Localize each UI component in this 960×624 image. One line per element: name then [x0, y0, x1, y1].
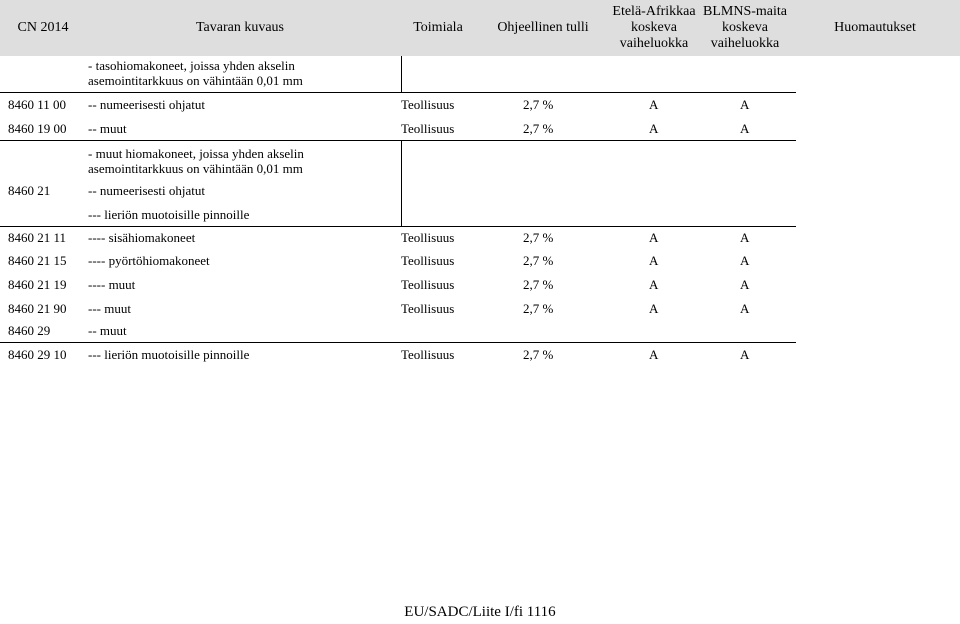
row-blmns: A — [740, 253, 750, 268]
row-code: 8460 11 00 — [8, 97, 67, 112]
header-remarks: Huomautukset — [834, 20, 916, 35]
row-code: 8460 19 00 — [8, 121, 67, 136]
header-sector: Toimiala — [413, 20, 463, 35]
header-blmns: BLMNS-maita koskeva vaiheluokka — [703, 4, 787, 51]
cell-border — [401, 140, 402, 226]
table-header — [0, 0, 960, 56]
row-sa: A — [649, 230, 659, 245]
row-code: 8460 21 11 — [8, 230, 67, 245]
row-sa: A — [649, 97, 659, 112]
row-desc: --- lieriön muotoisille pinnoille — [88, 207, 250, 222]
row-sector: Teollisuus — [401, 253, 455, 268]
header-tariff: Ohjeellinen tulli — [497, 20, 589, 35]
row-code: 8460 29 10 — [8, 347, 67, 362]
row-blmns: A — [740, 277, 750, 292]
row-sector: Teollisuus — [401, 121, 455, 136]
row-tariff: 2,7 % — [523, 97, 554, 112]
row-divider — [0, 140, 796, 141]
row-desc: ---- muut — [88, 277, 136, 292]
row-sector: Teollisuus — [401, 97, 455, 112]
row-desc: -- muut — [88, 323, 127, 338]
row-desc: --- lieriön muotoisille pinnoille — [88, 347, 250, 362]
row-blmns: A — [740, 97, 750, 112]
row-tariff: 2,7 % — [523, 121, 554, 136]
page-footer: EU/SADC/Liite I/fi 1116 — [404, 604, 556, 620]
row-tariff: 2,7 % — [523, 253, 554, 268]
row-divider — [0, 92, 796, 93]
row-sector: Teollisuus — [401, 277, 455, 292]
row-sa: A — [649, 301, 659, 316]
row-sa: A — [649, 277, 659, 292]
header-sa: Etelä-Afrikkaa koskeva vaiheluokka — [612, 4, 696, 51]
row-blmns: A — [740, 230, 750, 245]
row-sa: A — [649, 347, 659, 362]
row-desc: -- numeerisesti ohjatut — [88, 183, 205, 198]
row-desc: -- numeerisesti ohjatut — [88, 97, 205, 112]
cell-border — [401, 56, 402, 92]
row-sector: Teollisuus — [401, 347, 455, 362]
row-tariff: 2,7 % — [523, 230, 554, 245]
header-desc: Tavaran kuvaus — [195, 20, 285, 35]
row-sa: A — [649, 253, 659, 268]
row-code: 8460 21 15 — [8, 253, 67, 268]
row-code: 8460 21 — [8, 183, 51, 198]
row-blmns: A — [740, 301, 750, 316]
row-blmns: A — [740, 347, 750, 362]
row-desc: ---- sisähiomakoneet — [88, 230, 196, 245]
row-tariff: 2,7 % — [523, 277, 554, 292]
row-blmns: A — [740, 121, 750, 136]
row-code: 8460 21 90 — [8, 301, 67, 316]
row-desc-cont: asemointitarkkuus on vähintään 0,01 mm — [88, 73, 303, 88]
row-tariff: 2,7 % — [523, 301, 554, 316]
row-desc: - muut hiomakoneet, joissa yhden akselin — [88, 146, 304, 161]
row-sector: Teollisuus — [401, 230, 455, 245]
row-desc: ---- pyörtöhiomakoneet — [88, 253, 210, 268]
row-sector: Teollisuus — [401, 301, 455, 316]
row-code: 8460 29 — [8, 323, 51, 338]
row-tariff: 2,7 % — [523, 347, 554, 362]
row-divider — [0, 342, 796, 343]
row-desc-cont: asemointitarkkuus on vähintään 0,01 mm — [88, 161, 303, 176]
row-desc: --- muut — [88, 301, 131, 316]
row-sa: A — [649, 121, 659, 136]
row-desc: -- muut — [88, 121, 127, 136]
row-divider — [0, 226, 796, 227]
row-desc: - tasohiomakoneet, joissa yhden akselin — [88, 58, 295, 73]
header-cn: CN 2014 — [17, 20, 69, 35]
row-code: 8460 21 19 — [8, 277, 67, 292]
